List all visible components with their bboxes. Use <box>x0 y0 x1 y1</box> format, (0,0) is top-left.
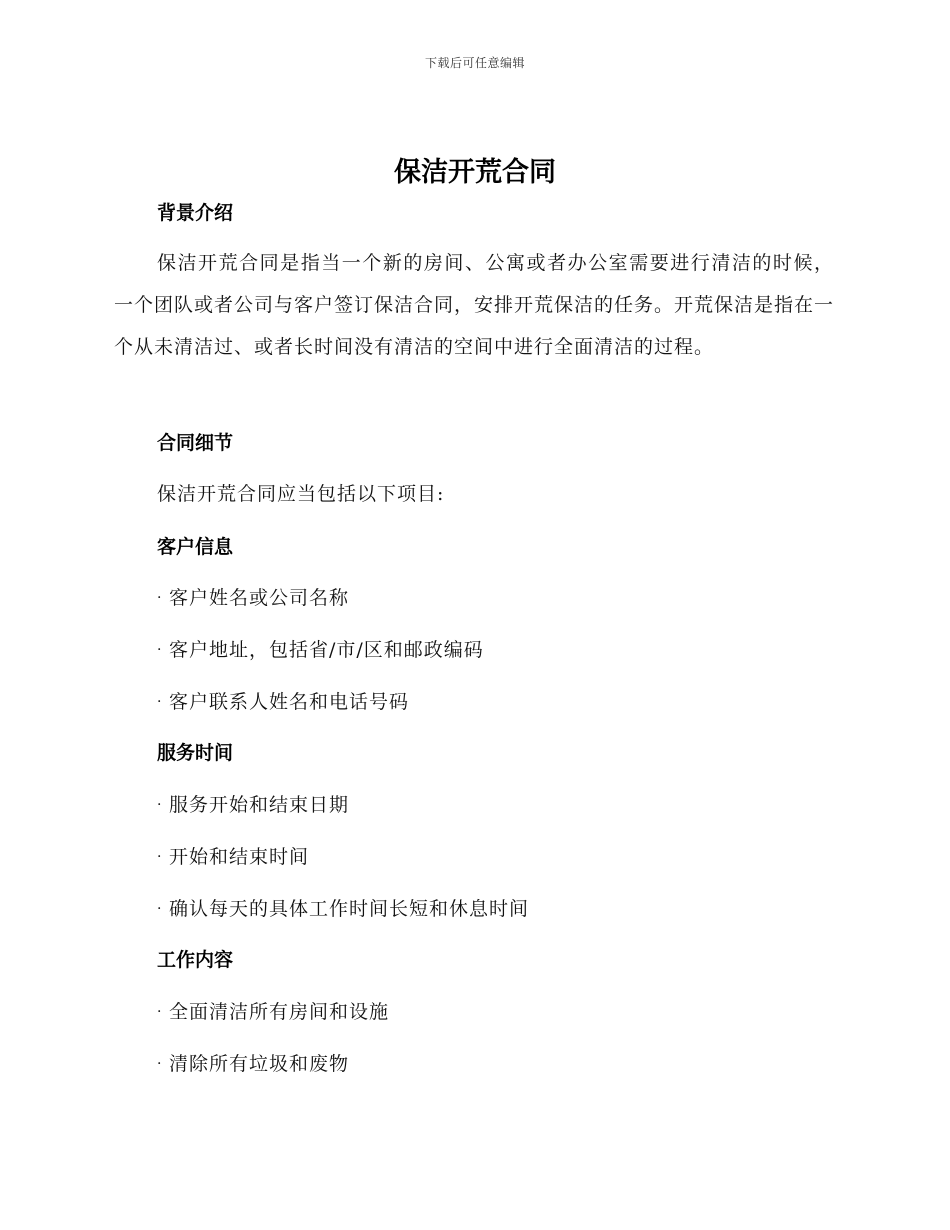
background-paragraph: 保洁开荒合同是指当一个新的房间、公寓或者办公室需要进行清洁的时候，一个团队或者公司与客户签订保洁合同，安排开荒保洁的任务。开荒保洁是指在一个从未清洁过、或者长时间没有清洁的空间中进行全面清洁的过程。 <box>114 252 835 358</box>
bullet-icon: · <box>157 797 163 813</box>
list-item <box>157 842 309 869</box>
bullet-icon: · <box>157 901 163 917</box>
list-item-text: 服务开始和结束日期 <box>169 794 350 816</box>
list-item <box>157 997 389 1024</box>
list-item <box>157 635 484 662</box>
list-item-text: 客户地址，包括省/市/区和邮政编码 <box>169 639 484 661</box>
list-item-text: 客户联系人姓名和电话号码 <box>169 691 410 713</box>
bullet-icon: · <box>157 1004 163 1020</box>
section-heading-work: 工作内容 <box>157 949 234 971</box>
list-item <box>157 1049 349 1076</box>
list-item <box>157 894 529 921</box>
section-heading-service-time: 服务时间 <box>157 742 234 764</box>
bullet-icon: · <box>157 849 163 865</box>
details-intro: 保洁开荒合同应当包括以下项目: <box>157 483 445 505</box>
bullet-icon: · <box>157 1056 163 1072</box>
list-item-text: 开始和结束时间 <box>169 846 310 868</box>
list-item-text: 全面清洁所有房间和设施 <box>169 1001 390 1023</box>
list-item-text: 客户姓名或公司名称 <box>169 587 350 609</box>
list-item <box>157 687 409 714</box>
document-title: 保洁开荒合同 <box>394 157 556 188</box>
section-heading-background: 背景介绍 <box>157 202 234 224</box>
list-item <box>157 790 349 817</box>
list-item-text: 确认每天的具体工作时间长短和休息时间 <box>169 898 530 920</box>
section-heading-details: 合同细节 <box>157 432 234 454</box>
section-heading-client: 客户信息 <box>157 536 234 558</box>
bullet-icon: · <box>157 590 163 606</box>
bullet-icon: · <box>157 694 163 710</box>
bullet-icon: · <box>157 642 163 658</box>
list-item-text: 清除所有垃圾和废物 <box>169 1053 350 1075</box>
header-note: 下载后可任意编辑 <box>424 56 525 70</box>
list-item <box>157 583 349 610</box>
